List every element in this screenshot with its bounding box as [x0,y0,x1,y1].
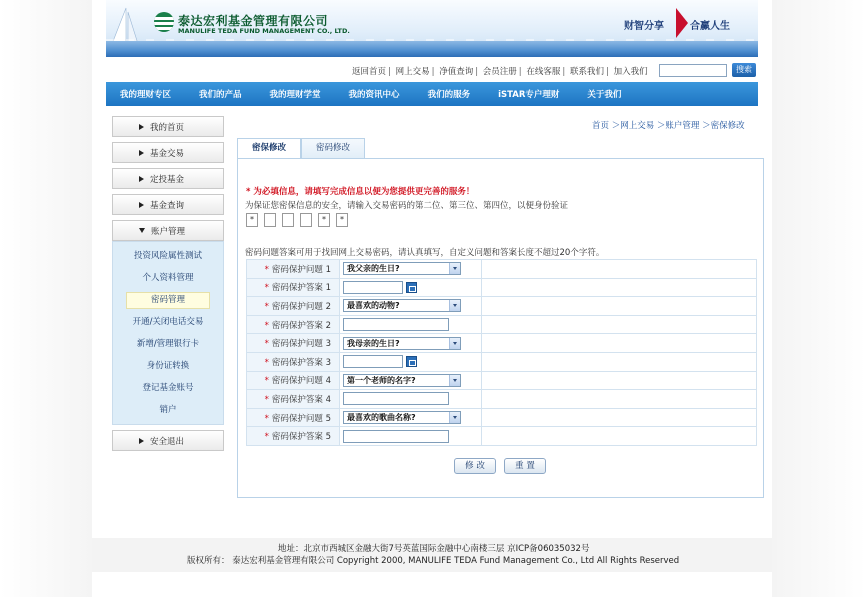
footer-address: 地址：北京市西城区金融大街7号英蓝国际金融中心南楼三层 京ICP备06035032号 [278,544,590,554]
row-label: * 密码保护答案 4 [247,390,340,409]
row-label: * 密码保护问题 3 [247,334,340,353]
sidebar-item-label: 基金查询 [150,200,185,211]
nav-about[interactable]: 关于我们 [587,90,622,100]
triangle-down-icon [139,228,145,233]
slogan-right: 合赢人生 [690,21,730,32]
row-label: * 密码保护问题 4 [247,371,340,390]
top-links: 返回首页 | 网上交易 | 净值查询 | 会员注册 | 在线客服 | 联系我们 | 加入我们 [352,67,648,77]
company-name-en: MANULIFE TEDA FUND MANAGEMENT CO., LTD. [178,27,350,35]
sidebar-item-label: 基金交易 [150,148,185,159]
calendar-icon[interactable] [406,356,417,367]
table-row [247,408,757,427]
table-row [247,352,757,371]
digit-box-5: * [318,213,330,227]
digit-box-2[interactable] [264,213,276,227]
submenu-risk-test[interactable]: 投资风险属性测试 [133,251,202,261]
table-row [247,315,757,334]
security-question-table [246,259,757,446]
answer-1-input[interactable] [343,281,403,294]
row-label: * 密码保护答案 1 [247,278,340,297]
submenu-id-convert[interactable]: 身份证转换 [146,361,190,371]
question-3-select[interactable]: 我母亲的生日? [343,337,461,350]
dropdown-arrow-icon [449,338,460,349]
table-row [247,260,757,279]
answer-5-input[interactable] [343,430,449,443]
question-description: 密码问题答案可用于找回网上交易密码，请认真填写，自定义问题和答案长度不超过20个字符。 [245,248,605,258]
company-name-cn: 泰达宏利基金管理有限公司 [178,14,329,28]
wave-decoration-base [106,41,758,57]
toplink-online-trade[interactable]: 网上交易 [395,67,430,77]
triangle-right-icon [139,438,144,444]
question-5-select[interactable]: 最喜欢的歌曲名称? [343,411,461,424]
toplink-join[interactable]: 加入我们 [613,67,648,77]
question-4-select[interactable]: 第一个老师的名字? [343,374,461,387]
verify-hint: 为保证您密保信息的安全，请输入交易密码的第二位、第三位、第四位，以便身份验证 [245,201,569,211]
digit-box-3[interactable] [282,213,294,227]
page [92,0,772,597]
left-page-shade [0,0,92,597]
submenu-phone-trade[interactable]: 开通/关闭电话交易 [132,317,204,327]
nav-my-wealth[interactable]: 我的理财专区 [120,90,172,100]
dropdown-arrow-icon [449,263,460,274]
footer-copyright: 版权所有： 泰达宏利基金管理有限公司 Copyright 2000, MANULIFE TEDA Fund Management Co., Ltd All Rights Reserved [187,556,680,566]
answer-2-input[interactable] [343,318,449,331]
tab-bar [237,138,365,158]
row-label: * 密码保护答案 5 [247,427,340,446]
required-notice: * 为必填信息，请填写完成信息以便为您提供更完善的服务！ [246,187,475,197]
submenu-register-account[interactable]: 登记基金账号 [142,383,194,393]
search-input[interactable] [659,64,727,77]
triangle-right-icon [139,124,144,130]
header-banner [106,0,758,57]
search-button[interactable]: 搜索 [732,63,756,77]
answer-4-input[interactable] [343,392,449,405]
slogan-arrow-icon [676,8,688,38]
submenu-close-account[interactable]: 销户 [159,405,177,415]
form-panel [237,158,764,498]
toplink-nav-query[interactable]: 净值查询 [439,67,474,77]
submenu-profile[interactable]: 个人资料管理 [142,273,194,283]
nav-products[interactable]: 我们的产品 [199,90,242,100]
row-label: * 密码保护答案 2 [247,315,340,334]
calendar-icon[interactable] [406,282,417,293]
tab-password-modify[interactable]: 密码修改 [301,138,365,158]
dropdown-arrow-icon [449,300,460,311]
nav-news[interactable]: 我的资讯中心 [348,90,400,100]
sidebar [112,116,224,456]
row-label: * 密码保护问题 2 [247,297,340,316]
sidebar-item-home[interactable] [112,116,224,137]
submenu-bank-card[interactable]: 新增/管理银行卡 [136,339,200,349]
toplink-contact[interactable]: 联系我们 [569,67,604,77]
submit-button[interactable]: 修 改 [454,458,496,474]
table-row [247,334,757,353]
sidebar-item-fixed-invest[interactable] [112,168,224,189]
main-nav [106,82,758,106]
toplink-home[interactable]: 返回首页 [352,67,387,77]
sidebar-item-fund-trade[interactable] [112,142,224,163]
table-row [247,278,757,297]
reset-button[interactable]: 重 置 [504,458,546,474]
row-label: * 密码保护问题 5 [247,408,340,427]
table-row [247,390,757,409]
table-row [247,297,757,316]
toplink-online-service[interactable]: 在线客服 [526,67,561,77]
account-submenu [112,241,224,425]
row-label: * 密码保护答案 3 [247,352,340,371]
question-2-select[interactable]: 最喜欢的动物? [343,299,461,312]
nav-school[interactable]: 我的理财学堂 [269,90,321,100]
digit-box-4[interactable] [300,213,312,227]
digit-box-6: * [336,213,348,227]
breadcrumb[interactable]: 首页 ＞网上交易 ＞账户管理 ＞密保修改 [592,121,745,131]
sidebar-item-label: 账户管理 [151,226,186,237]
slogan-left: 财智分享 [624,21,664,32]
triangle-right-icon [139,176,144,182]
sidebar-item-logout[interactable] [112,430,224,451]
row-label: * 密码保护问题 1 [247,260,340,279]
answer-3-input[interactable] [343,355,403,368]
table-row [247,371,757,390]
sidebar-item-account[interactable] [112,220,224,241]
sidebar-item-fund-query[interactable] [112,194,224,215]
triangle-right-icon [139,150,144,156]
password-digit-boxes [246,213,354,227]
sidebar-item-label: 安全退出 [150,436,185,447]
nav-services[interactable]: 我们的服务 [427,90,471,100]
sidebar-item-label: 定投基金 [150,174,185,185]
submenu-password[interactable] [113,289,223,311]
tab-security-modify[interactable]: 密保修改 [237,138,301,159]
right-page-shade [772,0,866,597]
triangle-right-icon [139,202,144,208]
sidebar-item-label: 我的首页 [150,122,185,133]
table-row [247,427,757,446]
company-logo-icon [154,12,174,32]
submenu-password-label: 密码管理 [126,292,210,309]
dropdown-arrow-icon [449,412,460,423]
question-1-select[interactable]: 我父亲的生日? [343,262,461,275]
digit-box-1: * [246,213,258,227]
toplink-register[interactable]: 会员注册 [482,67,517,77]
dropdown-arrow-icon [449,375,460,386]
nav-istar[interactable]: iSTAR专户理财 [498,90,560,100]
